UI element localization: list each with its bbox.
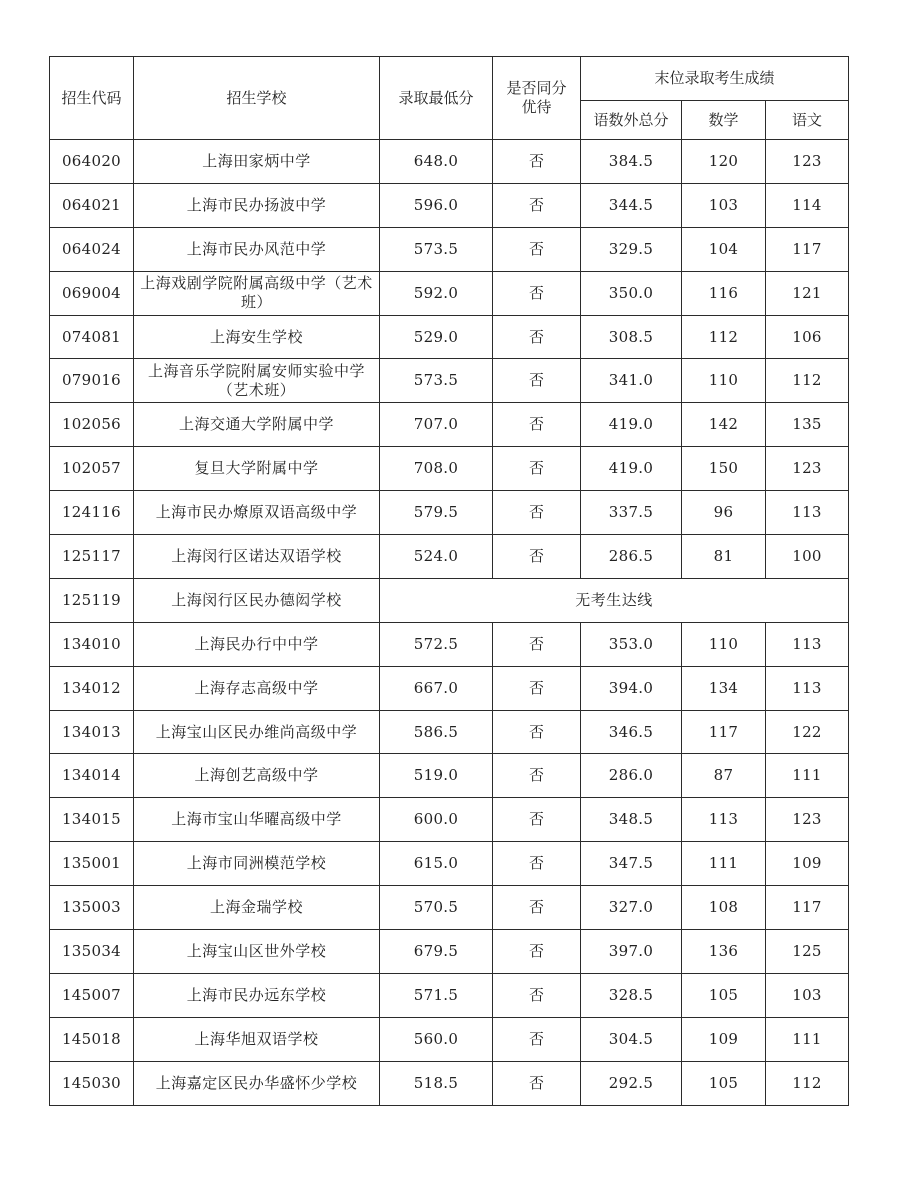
cell-school: 上海市民办远东学校 <box>134 973 380 1017</box>
cell-chinese: 113 <box>766 491 849 535</box>
cell-chinese: 114 <box>766 183 849 227</box>
cell-total-score: 337.5 <box>581 491 682 535</box>
cell-school: 上海宝山区民办维尚高级中学 <box>134 710 380 754</box>
header-code: 招生代码 <box>50 57 134 140</box>
table-row <box>50 578 849 622</box>
cell-total-score: 419.0 <box>581 403 682 447</box>
cell-note: 无考生达线 <box>380 578 849 622</box>
header-row <box>50 57 849 101</box>
cell-school: 上海闵行区诺达双语学校 <box>134 535 380 579</box>
cell-school: 上海交通大学附属中学 <box>134 403 380 447</box>
cell-total-score: 344.5 <box>581 183 682 227</box>
cell-total-score: 304.5 <box>581 1017 682 1061</box>
table-row <box>50 1017 849 1061</box>
cell-math: 116 <box>682 271 766 315</box>
cell-school: 上海市同洲模范学校 <box>134 842 380 886</box>
cell-math: 109 <box>682 1017 766 1061</box>
cell-math: 81 <box>682 535 766 579</box>
cell-code: 145018 <box>50 1017 134 1061</box>
cell-min-score: 615.0 <box>380 842 493 886</box>
table-row <box>50 930 849 974</box>
table-row <box>50 798 849 842</box>
cell-chinese: 109 <box>766 842 849 886</box>
table-row <box>50 183 849 227</box>
cell-min-score: 586.5 <box>380 710 493 754</box>
cell-priority: 否 <box>493 754 581 798</box>
cell-total-score: 347.5 <box>581 842 682 886</box>
cell-math: 96 <box>682 491 766 535</box>
cell-chinese: 123 <box>766 798 849 842</box>
cell-priority: 否 <box>493 227 581 271</box>
cell-total-score: 350.0 <box>581 271 682 315</box>
table-body <box>50 140 849 1106</box>
cell-math: 117 <box>682 710 766 754</box>
table-row <box>50 842 849 886</box>
cell-math: 110 <box>682 359 766 403</box>
cell-code: 145007 <box>50 973 134 1017</box>
cell-code: 079016 <box>50 359 134 403</box>
cell-chinese: 112 <box>766 1061 849 1105</box>
table-row <box>50 447 849 491</box>
cell-min-score: 579.5 <box>380 491 493 535</box>
cell-priority: 否 <box>493 403 581 447</box>
cell-min-score: 648.0 <box>380 140 493 184</box>
cell-chinese: 125 <box>766 930 849 974</box>
cell-code: 135034 <box>50 930 134 974</box>
cell-math: 120 <box>682 140 766 184</box>
cell-min-score: 600.0 <box>380 798 493 842</box>
cell-code: 102056 <box>50 403 134 447</box>
cell-math: 134 <box>682 666 766 710</box>
cell-chinese: 113 <box>766 622 849 666</box>
cell-school: 上海民办行中中学 <box>134 622 380 666</box>
cell-total-score: 348.5 <box>581 798 682 842</box>
cell-total-score: 419.0 <box>581 447 682 491</box>
cell-min-score: 573.5 <box>380 227 493 271</box>
table-row <box>50 140 849 184</box>
cell-chinese: 123 <box>766 447 849 491</box>
cell-total-score: 308.5 <box>581 315 682 359</box>
cell-priority: 否 <box>493 622 581 666</box>
table-row <box>50 491 849 535</box>
table-row <box>50 754 849 798</box>
cell-code: 069004 <box>50 271 134 315</box>
cell-priority: 否 <box>493 666 581 710</box>
cell-math: 111 <box>682 842 766 886</box>
cell-school: 上海市民办燎原双语高级中学 <box>134 491 380 535</box>
cell-chinese: 122 <box>766 710 849 754</box>
cell-math: 104 <box>682 227 766 271</box>
cell-min-score: 524.0 <box>380 535 493 579</box>
cell-math: 110 <box>682 622 766 666</box>
cell-priority: 否 <box>493 140 581 184</box>
cell-school: 上海戏剧学院附属高级中学（艺术班） <box>134 271 380 315</box>
cell-min-score: 592.0 <box>380 271 493 315</box>
cell-chinese: 112 <box>766 359 849 403</box>
cell-code: 124116 <box>50 491 134 535</box>
cell-math: 136 <box>682 930 766 974</box>
cell-min-score: 707.0 <box>380 403 493 447</box>
cell-priority: 否 <box>493 842 581 886</box>
header-chinese: 语文 <box>766 101 849 140</box>
cell-priority: 否 <box>493 973 581 1017</box>
cell-total-score: 286.5 <box>581 535 682 579</box>
cell-priority: 否 <box>493 886 581 930</box>
header-same-score-priority: 是否同分优待 <box>493 57 581 140</box>
cell-code: 145030 <box>50 1061 134 1105</box>
cell-priority: 否 <box>493 491 581 535</box>
cell-chinese: 111 <box>766 1017 849 1061</box>
cell-math: 105 <box>682 1061 766 1105</box>
table-row <box>50 271 849 315</box>
cell-math: 113 <box>682 798 766 842</box>
cell-total-score: 353.0 <box>581 622 682 666</box>
cell-math: 87 <box>682 754 766 798</box>
cell-min-score: 570.5 <box>380 886 493 930</box>
cell-chinese: 111 <box>766 754 849 798</box>
cell-school: 上海音乐学院附属安师实验中学（艺术班） <box>134 359 380 403</box>
cell-code: 064024 <box>50 227 134 271</box>
cell-school: 复旦大学附属中学 <box>134 447 380 491</box>
cell-chinese: 106 <box>766 315 849 359</box>
cell-min-score: 667.0 <box>380 666 493 710</box>
cell-school: 上海田家炳中学 <box>134 140 380 184</box>
cell-code: 134013 <box>50 710 134 754</box>
cell-min-score: 596.0 <box>380 183 493 227</box>
header-min-score: 录取最低分 <box>380 57 493 140</box>
cell-school: 上海安生学校 <box>134 315 380 359</box>
cell-code: 134015 <box>50 798 134 842</box>
cell-total-score: 329.5 <box>581 227 682 271</box>
table-row <box>50 315 849 359</box>
table-row <box>50 710 849 754</box>
header-math: 数学 <box>682 101 766 140</box>
cell-priority: 否 <box>493 710 581 754</box>
cell-code: 135003 <box>50 886 134 930</box>
cell-priority: 否 <box>493 271 581 315</box>
cell-priority: 否 <box>493 798 581 842</box>
cell-school: 上海市民办扬波中学 <box>134 183 380 227</box>
cell-chinese: 135 <box>766 403 849 447</box>
cell-priority: 否 <box>493 930 581 974</box>
cell-code: 125119 <box>50 578 134 622</box>
cell-total-score: 292.5 <box>581 1061 682 1105</box>
cell-priority: 否 <box>493 359 581 403</box>
cell-code: 074081 <box>50 315 134 359</box>
cell-total-score: 327.0 <box>581 886 682 930</box>
cell-min-score: 518.5 <box>380 1061 493 1105</box>
cell-min-score: 571.5 <box>380 973 493 1017</box>
table-row <box>50 535 849 579</box>
cell-chinese: 117 <box>766 886 849 930</box>
cell-school: 上海存志高级中学 <box>134 666 380 710</box>
cell-min-score: 560.0 <box>380 1017 493 1061</box>
cell-total-score: 397.0 <box>581 930 682 974</box>
cell-total-score: 286.0 <box>581 754 682 798</box>
cell-code: 102057 <box>50 447 134 491</box>
cell-total-score: 384.5 <box>581 140 682 184</box>
header-total-score: 语数外总分 <box>581 101 682 140</box>
cell-math: 142 <box>682 403 766 447</box>
cell-priority: 否 <box>493 1017 581 1061</box>
cell-priority: 否 <box>493 1061 581 1105</box>
cell-total-score: 341.0 <box>581 359 682 403</box>
cell-chinese: 113 <box>766 666 849 710</box>
cell-math: 103 <box>682 183 766 227</box>
cell-code: 134014 <box>50 754 134 798</box>
cell-min-score: 529.0 <box>380 315 493 359</box>
cell-math: 105 <box>682 973 766 1017</box>
cell-chinese: 103 <box>766 973 849 1017</box>
table-row <box>50 227 849 271</box>
cell-school: 上海嘉定区民办华盛怀少学校 <box>134 1061 380 1105</box>
cell-school: 上海创艺高级中学 <box>134 754 380 798</box>
table-row <box>50 622 849 666</box>
admission-score-table <box>49 56 849 1106</box>
cell-chinese: 121 <box>766 271 849 315</box>
table-row <box>50 1061 849 1105</box>
cell-priority: 否 <box>493 447 581 491</box>
cell-priority: 否 <box>493 315 581 359</box>
cell-code: 125117 <box>50 535 134 579</box>
cell-school: 上海闵行区民办德闳学校 <box>134 578 380 622</box>
header-last-student-scores: 末位录取考生成绩 <box>581 57 849 101</box>
cell-code: 135001 <box>50 842 134 886</box>
table-row <box>50 886 849 930</box>
cell-min-score: 679.5 <box>380 930 493 974</box>
table-row <box>50 403 849 447</box>
cell-school: 上海金瑞学校 <box>134 886 380 930</box>
cell-min-score: 572.5 <box>380 622 493 666</box>
cell-code: 064021 <box>50 183 134 227</box>
cell-code: 134010 <box>50 622 134 666</box>
cell-min-score: 519.0 <box>380 754 493 798</box>
cell-math: 150 <box>682 447 766 491</box>
cell-school: 上海华旭双语学校 <box>134 1017 380 1061</box>
cell-math: 112 <box>682 315 766 359</box>
cell-chinese: 100 <box>766 535 849 579</box>
cell-total-score: 328.5 <box>581 973 682 1017</box>
cell-school: 上海市民办风范中学 <box>134 227 380 271</box>
cell-chinese: 123 <box>766 140 849 184</box>
header-school: 招生学校 <box>134 57 380 140</box>
cell-school: 上海市宝山华曜高级中学 <box>134 798 380 842</box>
cell-chinese: 117 <box>766 227 849 271</box>
cell-min-score: 573.5 <box>380 359 493 403</box>
cell-school: 上海宝山区世外学校 <box>134 930 380 974</box>
cell-total-score: 346.5 <box>581 710 682 754</box>
table-row <box>50 973 849 1017</box>
cell-priority: 否 <box>493 535 581 579</box>
cell-priority: 否 <box>493 183 581 227</box>
cell-math: 108 <box>682 886 766 930</box>
cell-total-score: 394.0 <box>581 666 682 710</box>
cell-min-score: 708.0 <box>380 447 493 491</box>
cell-code: 134012 <box>50 666 134 710</box>
table-row <box>50 666 849 710</box>
table-row <box>50 359 849 403</box>
cell-code: 064020 <box>50 140 134 184</box>
